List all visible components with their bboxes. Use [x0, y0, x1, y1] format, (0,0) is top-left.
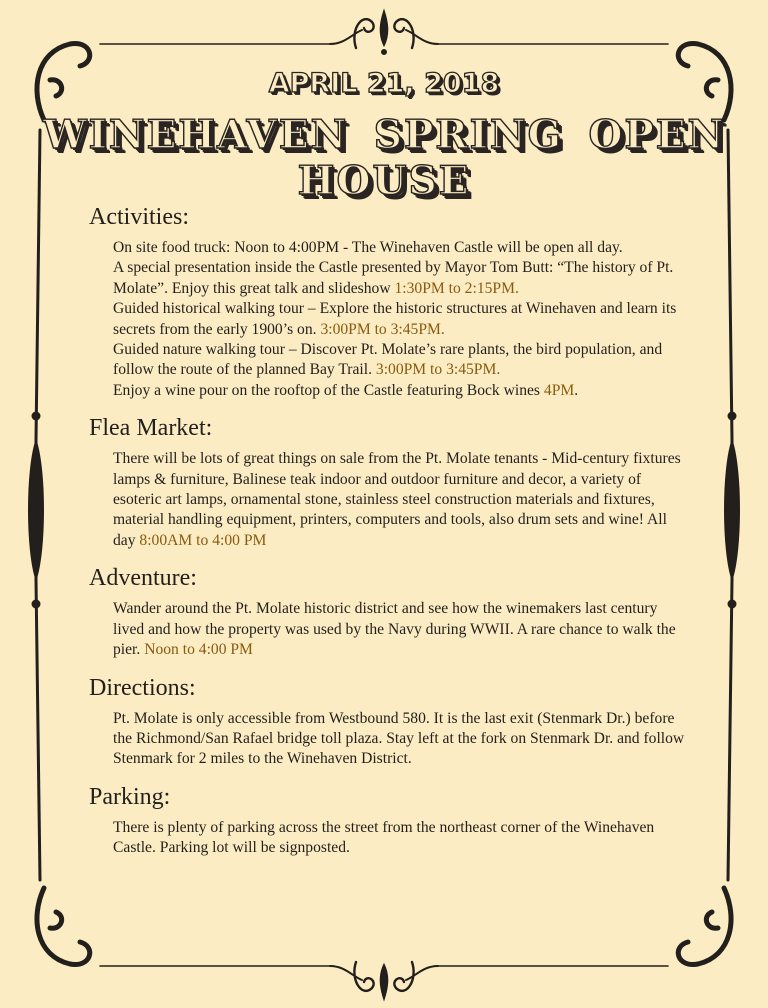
directions-text: Pt. Molate is only accessible from Westbound 580. It is the last exit (Stenmark Dr.) before the Richmond/San Rafael bridge toll plaza. Stay left at the fork on Stenmark Dr. and follow Stenmark for 2 miles to the Winehaven District. [113, 709, 685, 768]
flea-market-heading: Flea Market: [89, 415, 213, 442]
activity-nature-tour: Guided nature walking tour – Discover Pt. Molate’s rare plants, the bird population, and follow the route of the planned Bay Trail. 3:00PM to 3:45PM. [113, 341, 663, 379]
adventure-section [89, 561, 689, 660]
left-border-rule [29, 130, 44, 880]
directions-section [89, 671, 689, 770]
activity-historical-tour: Guided historical walking tour – Explore the historic structures at Winehaven and learn its secrets from the early 1900’s on. 3:00PM to 3:45PM. [113, 300, 677, 338]
bottom-flourish-ornament [100, 962, 668, 1000]
presentation-time: 1:30PM to 2:15PM. [394, 279, 519, 297]
right-border-rule [725, 130, 740, 880]
historical-tour-time: 3:00PM to 3:45PM. [320, 320, 445, 338]
parking-heading: Parking: [89, 783, 171, 810]
activities-heading: Activities: [89, 204, 189, 230]
flyer-content [89, 200, 689, 869]
activities-section [89, 200, 689, 401]
flea-market-text: There will be lots of great things on sale from the Pt. Molate tenants - Mid-century fixtures lamps & furniture, Balinese teak indoor and outdoor furniture and decor, a variety of esoteric art lamps, ornamental stone, stainless steel construction materials and fixtures, material handling equipment, printers, computers and tools, also drum sets and wine! All day 8:00AM to 4:00 PM [113, 450, 681, 549]
activity-food-truck: On site food truck: Noon to 4:00PM - The Winehaven Castle will be open all day. [113, 239, 623, 256]
activity-wine-pour: Enjoy a wine pour on the rooftop of the Castle featuring Bock wines 4PM. [113, 381, 579, 399]
adventure-time: Noon to 4:00 PM [144, 641, 253, 659]
parking-text: There is plenty of parking across the street from the northeast corner of the Winehaven Castle. Parking lot will be signposted. [113, 818, 655, 857]
wine-pour-time: 4PM [543, 381, 575, 399]
activity-presentation: A special presentation inside the Castle presented by Mayor Tom Butt: “The history of Pt. Molate”. Enjoy this great talk and slideshow 1:30PM to 2:15PM. [113, 259, 674, 297]
adventure-heading: Adventure: [89, 565, 197, 592]
corner-scroll-bottom-right [678, 888, 731, 964]
directions-heading: Directions: [89, 674, 196, 701]
activities-list [113, 238, 689, 401]
adventure-text: Wander around the Pt. Molate historic district and see how the winemakers last century lived and how the property was used by the Navy during WWII. A rare chance to walk the pier. Noon to 4:00 PM [113, 600, 676, 659]
parking-section [89, 780, 689, 859]
event-date: APRIL 21, 2018 [268, 68, 500, 99]
corner-scroll-bottom-left [37, 888, 90, 964]
nature-tour-time: 3:00PM to 3:45PM. [375, 361, 501, 379]
flea-market-section [89, 411, 689, 551]
flea-market-time: 8:00AM to 4:00 PM [139, 531, 267, 549]
event-title: WINEHAVEN SPRING OPEN HOUSE [42, 112, 726, 204]
top-flourish-ornament [100, 10, 668, 55]
